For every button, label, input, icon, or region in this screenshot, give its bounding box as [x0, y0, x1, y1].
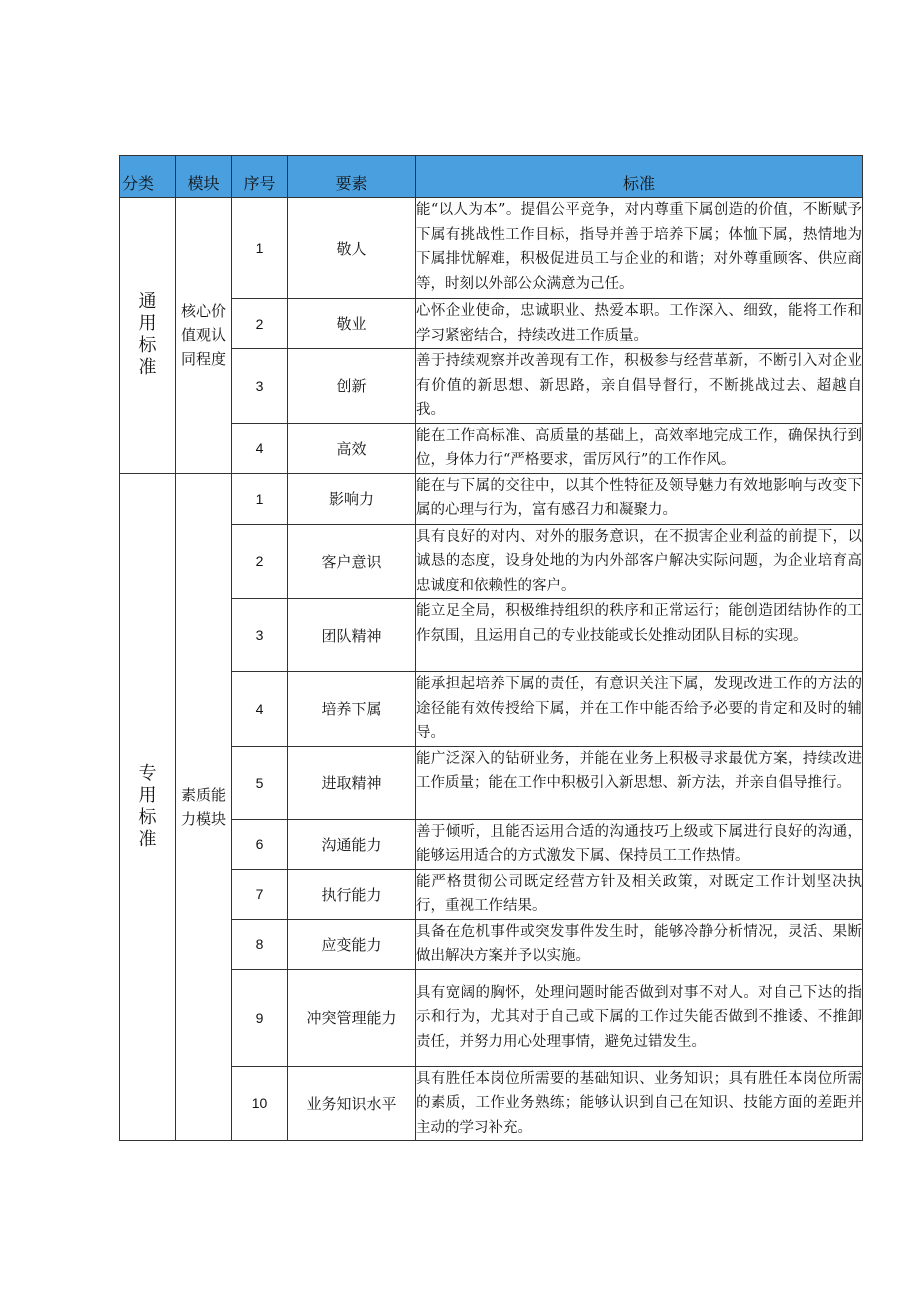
table-row: [120, 819, 863, 869]
table-row: [120, 672, 863, 747]
seq-cell: 7: [232, 869, 288, 919]
table-row: [120, 349, 863, 424]
category-cell: 通用标准: [120, 198, 176, 474]
standard-cell: 能严格贯彻公司既定经营方针及相关政策，对既定工作计划坚决执行，重视工作结果。: [416, 869, 863, 919]
element-cell: 业务知识水平: [288, 1066, 416, 1141]
table-row: [120, 198, 863, 299]
standard-cell: 能承担起培养下属的责任，有意识关注下属，发现改进工作的方法的途径能有效传授给下属，并在工作中能否给予必要的肯定和及时的辅导。: [416, 672, 863, 747]
element-cell: 培养下属: [288, 672, 416, 747]
seq-cell: 6: [232, 819, 288, 869]
seq-cell: 8: [232, 919, 288, 969]
standard-cell: 具有良好的对内、对外的服务意识，在不损害企业利益的前提下，以诚恳的态度，设身处地的为内外部客户解决实际问题，为企业培育高忠诚度和依赖性的客户。: [416, 524, 863, 599]
standard-cell: 具有胜任本岗位所需要的基础知识、业务知识；具有胜任本岗位所需的素质，工作业务熟练；能够认识到自己在知识、技能方面的差距并主动的学习补充。: [416, 1066, 863, 1141]
element-cell: 沟通能力: [288, 819, 416, 869]
competency-standards-table: [119, 155, 863, 1141]
seq-cell: 1: [232, 473, 288, 524]
header-module: 模块: [176, 156, 232, 198]
standard-cell: 能在工作高标准、高质量的基础上，高效率地完成工作，确保执行到位，身体力行“严格要求，雷厉风行”的工作作风。: [416, 423, 863, 473]
seq-cell: 4: [232, 672, 288, 747]
seq-cell: 2: [232, 524, 288, 599]
standard-cell: 具备在危机事件或突发事件发生时，能够冷静分析情况，灵活、果断做出解决方案并予以实施。: [416, 919, 863, 969]
seq-cell: 3: [232, 599, 288, 672]
seq-cell: 1: [232, 198, 288, 299]
standard-cell: 善于持续观察并改善现有工作，积极参与经营革新，不断引入对企业有价值的新思想、新思路，亲自倡导督行，不断挑战过去、超越自我。: [416, 349, 863, 424]
seq-cell: 4: [232, 423, 288, 473]
table-row: [120, 599, 863, 672]
header-category: 分类: [120, 156, 176, 198]
element-cell: 敬人: [288, 198, 416, 299]
element-cell: 客户意识: [288, 524, 416, 599]
table-row: [120, 919, 863, 969]
seq-cell: 5: [232, 746, 288, 819]
seq-cell: 3: [232, 349, 288, 424]
standard-cell: 能立足全局，积极维持组织的秩序和正常运行；能创造团结协作的工作氛围，且运用自己的专业技能或长处推动团队目标的实现。: [416, 599, 863, 672]
table-row: [120, 746, 863, 819]
standard-cell: 善于倾听，且能否运用合适的沟通技巧上级或下属进行良好的沟通，能够运用适合的方式激发下属、保持员工工作热情。: [416, 819, 863, 869]
element-cell: 团队精神: [288, 599, 416, 672]
standard-cell: 具有宽阔的胸怀，处理问题时能否做到对事不对人。对自己下达的指示和行为，尤其对于自己或下属的工作过失能否做到不推诿、不推卸责任，并努力用心处理事情，避免过错发生。: [416, 969, 863, 1066]
module-cell: 素质能力模块: [176, 473, 232, 1141]
standard-cell: 心怀企业使命，忠诚职业、热爱本职。工作深入、细致，能将工作和学习紧密结合，持续改进工作质量。: [416, 299, 863, 349]
element-cell: 冲突管理能力: [288, 969, 416, 1066]
element-cell: 进取精神: [288, 746, 416, 819]
table-row: [120, 299, 863, 349]
table-header-row: [120, 156, 863, 198]
table-row: [120, 869, 863, 919]
seq-cell: 2: [232, 299, 288, 349]
seq-cell: 9: [232, 969, 288, 1066]
header-seq: 序号: [232, 156, 288, 198]
element-cell: 敬业: [288, 299, 416, 349]
standard-cell: 能在与下属的交往中，以其个性特征及领导魅力有效地影响与改变下属的心理与行为，富有感召力和凝聚力。: [416, 473, 863, 524]
table-row: [120, 1066, 863, 1141]
module-cell: 核心价值观认同程度: [176, 198, 232, 474]
header-standard: 标准: [416, 156, 863, 198]
category-cell: 专用标准: [120, 473, 176, 1141]
element-cell: 创新: [288, 349, 416, 424]
element-cell: 高效: [288, 423, 416, 473]
header-element: 要素: [288, 156, 416, 198]
table-row: [120, 473, 863, 524]
table-row: [120, 524, 863, 599]
seq-cell: 10: [232, 1066, 288, 1141]
element-cell: 执行能力: [288, 869, 416, 919]
standard-cell: 能广泛深入的钻研业务，并能在业务上积极寻求最优方案，持续改进工作质量；能在工作中积极引入新思想、新方法，并亲自倡导推行。: [416, 746, 863, 819]
element-cell: 应变能力: [288, 919, 416, 969]
standard-cell: 能“以人为本”。提倡公平竞争，对内尊重下属创造的价值，不断赋予下属有挑战性工作目标，指导并善于培养下属；体恤下属，热情地为下属排忧解难，积极促进员工与企业的和谐；对外尊重顾客、供应商等，时刻以外部公众满意为己任。: [416, 198, 863, 299]
table-row: [120, 423, 863, 473]
table-row: [120, 969, 863, 1066]
element-cell: 影响力: [288, 473, 416, 524]
